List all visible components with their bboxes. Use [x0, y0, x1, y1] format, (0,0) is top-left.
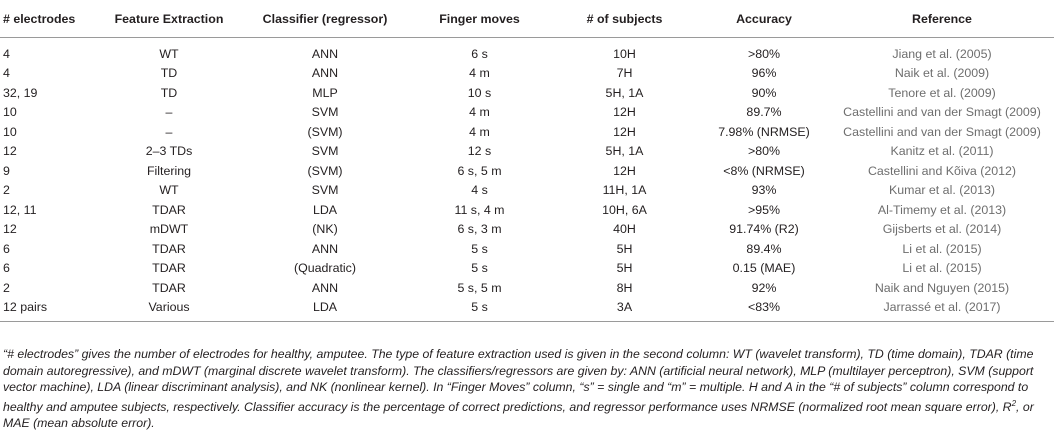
cell-electrodes: 9 [3, 163, 10, 178]
cell-subjects: 10H [613, 46, 636, 61]
footnote-superscript: 2 [1011, 398, 1017, 408]
table-row [0, 220, 1054, 240]
table-row [0, 239, 1054, 259]
cell-electrodes: 10 [3, 124, 17, 139]
cell-finger-moves: 12 s [467, 144, 492, 159]
table-row [0, 103, 1054, 123]
cell-reference: Li et al. (2015) [902, 261, 982, 276]
cell-accuracy: <83% [698, 298, 830, 322]
cell-accuracy: >80% [747, 144, 781, 159]
table-row [0, 142, 1054, 162]
cell-accuracy: 89.7% [746, 105, 782, 120]
table-header [0, 0, 1054, 38]
cell-finger-moves: 5 s [471, 261, 488, 276]
column-header-finger-moves: Finger moves [408, 0, 551, 38]
cell-classifier: ANN [311, 46, 339, 61]
cell-accuracy: >80% [747, 46, 781, 61]
cell-accuracy: 90% [751, 85, 777, 100]
cell-reference: Castellini and Kõiva (2012) [867, 163, 1017, 178]
cell-electrodes: 4 [3, 46, 10, 61]
column-header-subjects: # of subjects [551, 0, 698, 38]
cell-finger-moves: 11 s, 4 m [454, 202, 505, 217]
table-row [0, 259, 1054, 279]
cell-finger-moves: 5 s, 5 m [457, 280, 502, 295]
cell-accuracy: <8% (NRMSE) [723, 163, 805, 178]
cell-classifier: (NK) [312, 222, 338, 237]
cell-accuracy: 7.98% (NRMSE) [718, 124, 810, 139]
cell-feature-extraction: TDAR [152, 241, 186, 256]
cell-finger-moves: 5 s [471, 241, 488, 256]
cell-feature-extraction: 2–3 TDs [145, 144, 193, 159]
table-row [0, 161, 1054, 181]
cell-feature-extraction: TDAR [152, 280, 186, 295]
cell-finger-moves: 4 m [469, 105, 490, 120]
table-row [0, 181, 1054, 201]
cell-reference: Gijsberts et al. (2014) [882, 222, 1002, 237]
cell-classifier: SVM [311, 144, 339, 159]
cell-accuracy: >95% [747, 202, 781, 217]
cell-subjects: 11H, 1A [602, 183, 647, 198]
cell-electrodes: 12 pairs [0, 298, 96, 322]
cell-subjects: 12H [613, 105, 636, 120]
cell-finger-moves: 6 s [471, 46, 488, 61]
table-row [0, 83, 1054, 103]
cell-subjects: 5H, 1A [605, 85, 644, 100]
cell-subjects: 5H [616, 241, 633, 256]
cell-classifier: (SVM) [307, 124, 343, 139]
cell-classifier: SVM [311, 183, 339, 198]
cell-feature-extraction: – [165, 105, 173, 120]
cell-finger-moves: 6 s, 5 m [457, 163, 502, 178]
cell-feature-extraction: – [165, 124, 173, 139]
column-header-reference: Reference [830, 0, 1054, 38]
cell-feature-extraction: TDAR [152, 261, 186, 276]
column-header-accuracy: Accuracy [698, 0, 830, 38]
cell-electrodes: 4 [3, 66, 10, 81]
cell-classifier: (SVM) [307, 163, 343, 178]
cell-reference: Jiang et al. (2005) [892, 46, 992, 61]
cell-subjects: 10H, 6A [602, 202, 647, 217]
table-row [0, 278, 1054, 298]
cell-electrodes: 6 [3, 241, 10, 256]
cell-classifier: (Quadratic) [294, 261, 356, 276]
table-row [0, 122, 1054, 142]
table-row [0, 200, 1054, 220]
cell-accuracy: 93% [751, 183, 777, 198]
cell-feature-extraction: WT [159, 46, 179, 61]
cell-reference: Tenore et al. (2009) [888, 85, 996, 100]
cell-electrodes: 32, 19 [3, 85, 38, 100]
cell-classifier: ANN [311, 66, 339, 81]
cell-reference: Naik et al. (2009) [894, 66, 990, 81]
cell-reference: Kanitz et al. (2011) [890, 144, 994, 159]
cell-subjects: 12H [613, 163, 636, 178]
cell-finger-moves: 10 s [467, 85, 492, 100]
cell-subjects: 8H [616, 280, 633, 295]
column-header-electrodes: # electrodes [0, 0, 96, 38]
cell-finger-moves: 6 s, 3 m [457, 222, 502, 237]
cell-finger-moves: 4 m [469, 66, 490, 81]
cell-reference: Naik and Nguyen (2015) [874, 280, 1010, 295]
cell-subjects: 5H, 1A [605, 144, 644, 159]
cell-reference: Castellini and van der Smagt (2009) [843, 124, 1041, 139]
cell-electrodes: 12 [3, 144, 17, 159]
cell-subjects: 3A [551, 298, 698, 322]
column-header-classifier: Classifier (regressor) [242, 0, 408, 38]
table-row [0, 298, 1054, 322]
cell-classifier: LDA [312, 202, 338, 217]
cell-reference: Al-Timemy et al. (2013) [877, 202, 1007, 217]
cell-finger-moves: 4 s [471, 183, 488, 198]
cell-reference: Castellini and van der Smagt (2009) [843, 105, 1041, 120]
table-body [0, 38, 1054, 322]
cell-classifier: ANN [311, 241, 339, 256]
cell-feature-extraction: mDWT [149, 222, 189, 237]
cell-electrodes: 12 [3, 222, 17, 237]
cell-electrodes: 6 [3, 261, 10, 276]
cell-classifier: LDA [242, 298, 408, 322]
cell-feature-extraction: Filtering [146, 163, 192, 178]
table-row [0, 64, 1054, 84]
cell-accuracy: 92% [751, 280, 777, 295]
cell-subjects: 7H [616, 66, 633, 81]
cell-electrodes: 12, 11 [3, 202, 37, 217]
cell-electrodes: 2 [3, 280, 10, 295]
cell-electrodes: 10 [3, 105, 17, 120]
cell-feature-extraction: TD [160, 66, 178, 81]
cell-classifier: SVM [311, 105, 339, 120]
cell-subjects: 5H [616, 261, 633, 276]
cell-classifier: MLP [312, 85, 338, 100]
cell-reference: Jarrassé et al. (2017) [830, 298, 1054, 322]
cell-accuracy: 91.74% (R2) [729, 222, 799, 237]
cell-electrodes: 2 [3, 183, 10, 198]
cell-classifier: ANN [311, 280, 339, 295]
cell-feature-extraction: TDAR [152, 202, 186, 217]
header-row [0, 0, 1054, 38]
cell-subjects: 12H [613, 124, 636, 139]
cell-feature-extraction: WT [159, 183, 179, 198]
cell-feature-extraction: Various [96, 298, 242, 322]
cell-finger-moves: 5 s [408, 298, 551, 322]
cell-finger-moves: 4 m [469, 124, 490, 139]
cell-accuracy: 96% [751, 66, 777, 81]
cell-reference: Kumar et al. (2013) [888, 183, 996, 198]
table-row [0, 38, 1054, 64]
cell-subjects: 40H [613, 222, 636, 237]
cell-feature-extraction: TD [160, 85, 178, 100]
table-footnote [3, 346, 1047, 432]
cell-accuracy: 89.4% [746, 241, 782, 256]
footnote-text-end: , or MAE (mean absolute error). [3, 399, 1034, 431]
cell-reference: Li et al. (2015) [902, 241, 982, 256]
column-header-feature-extraction: Feature Extraction [96, 0, 242, 38]
cell-accuracy: 0.15 (MAE) [732, 261, 796, 276]
footnote-text: “# electrodes” gives the number of electrodes for healthy, amputee. The type of feature extraction used is given in the second column: WT (wavelet transform), TD (time domain), TDAR (time domain autoregressive), and mDWT (marginal discrete wavelet transform). The classifiers/regressors are given by: ANN (artificial neural network), MLP (multilayer perceptron), SVM (support vector machine), LDA (linear discriminant analysis), and NK (nonlinear kernel). In “Finger Moves” column, “s” = single and “m” = multiple. H and A in the “# of subjects” column correspond to healthy and amputee subjects, respectively. Classifier accuracy is the percentage of correct predictions, and regressor performance uses NRMSE (normalized root mean square error), R [3, 347, 1034, 414]
